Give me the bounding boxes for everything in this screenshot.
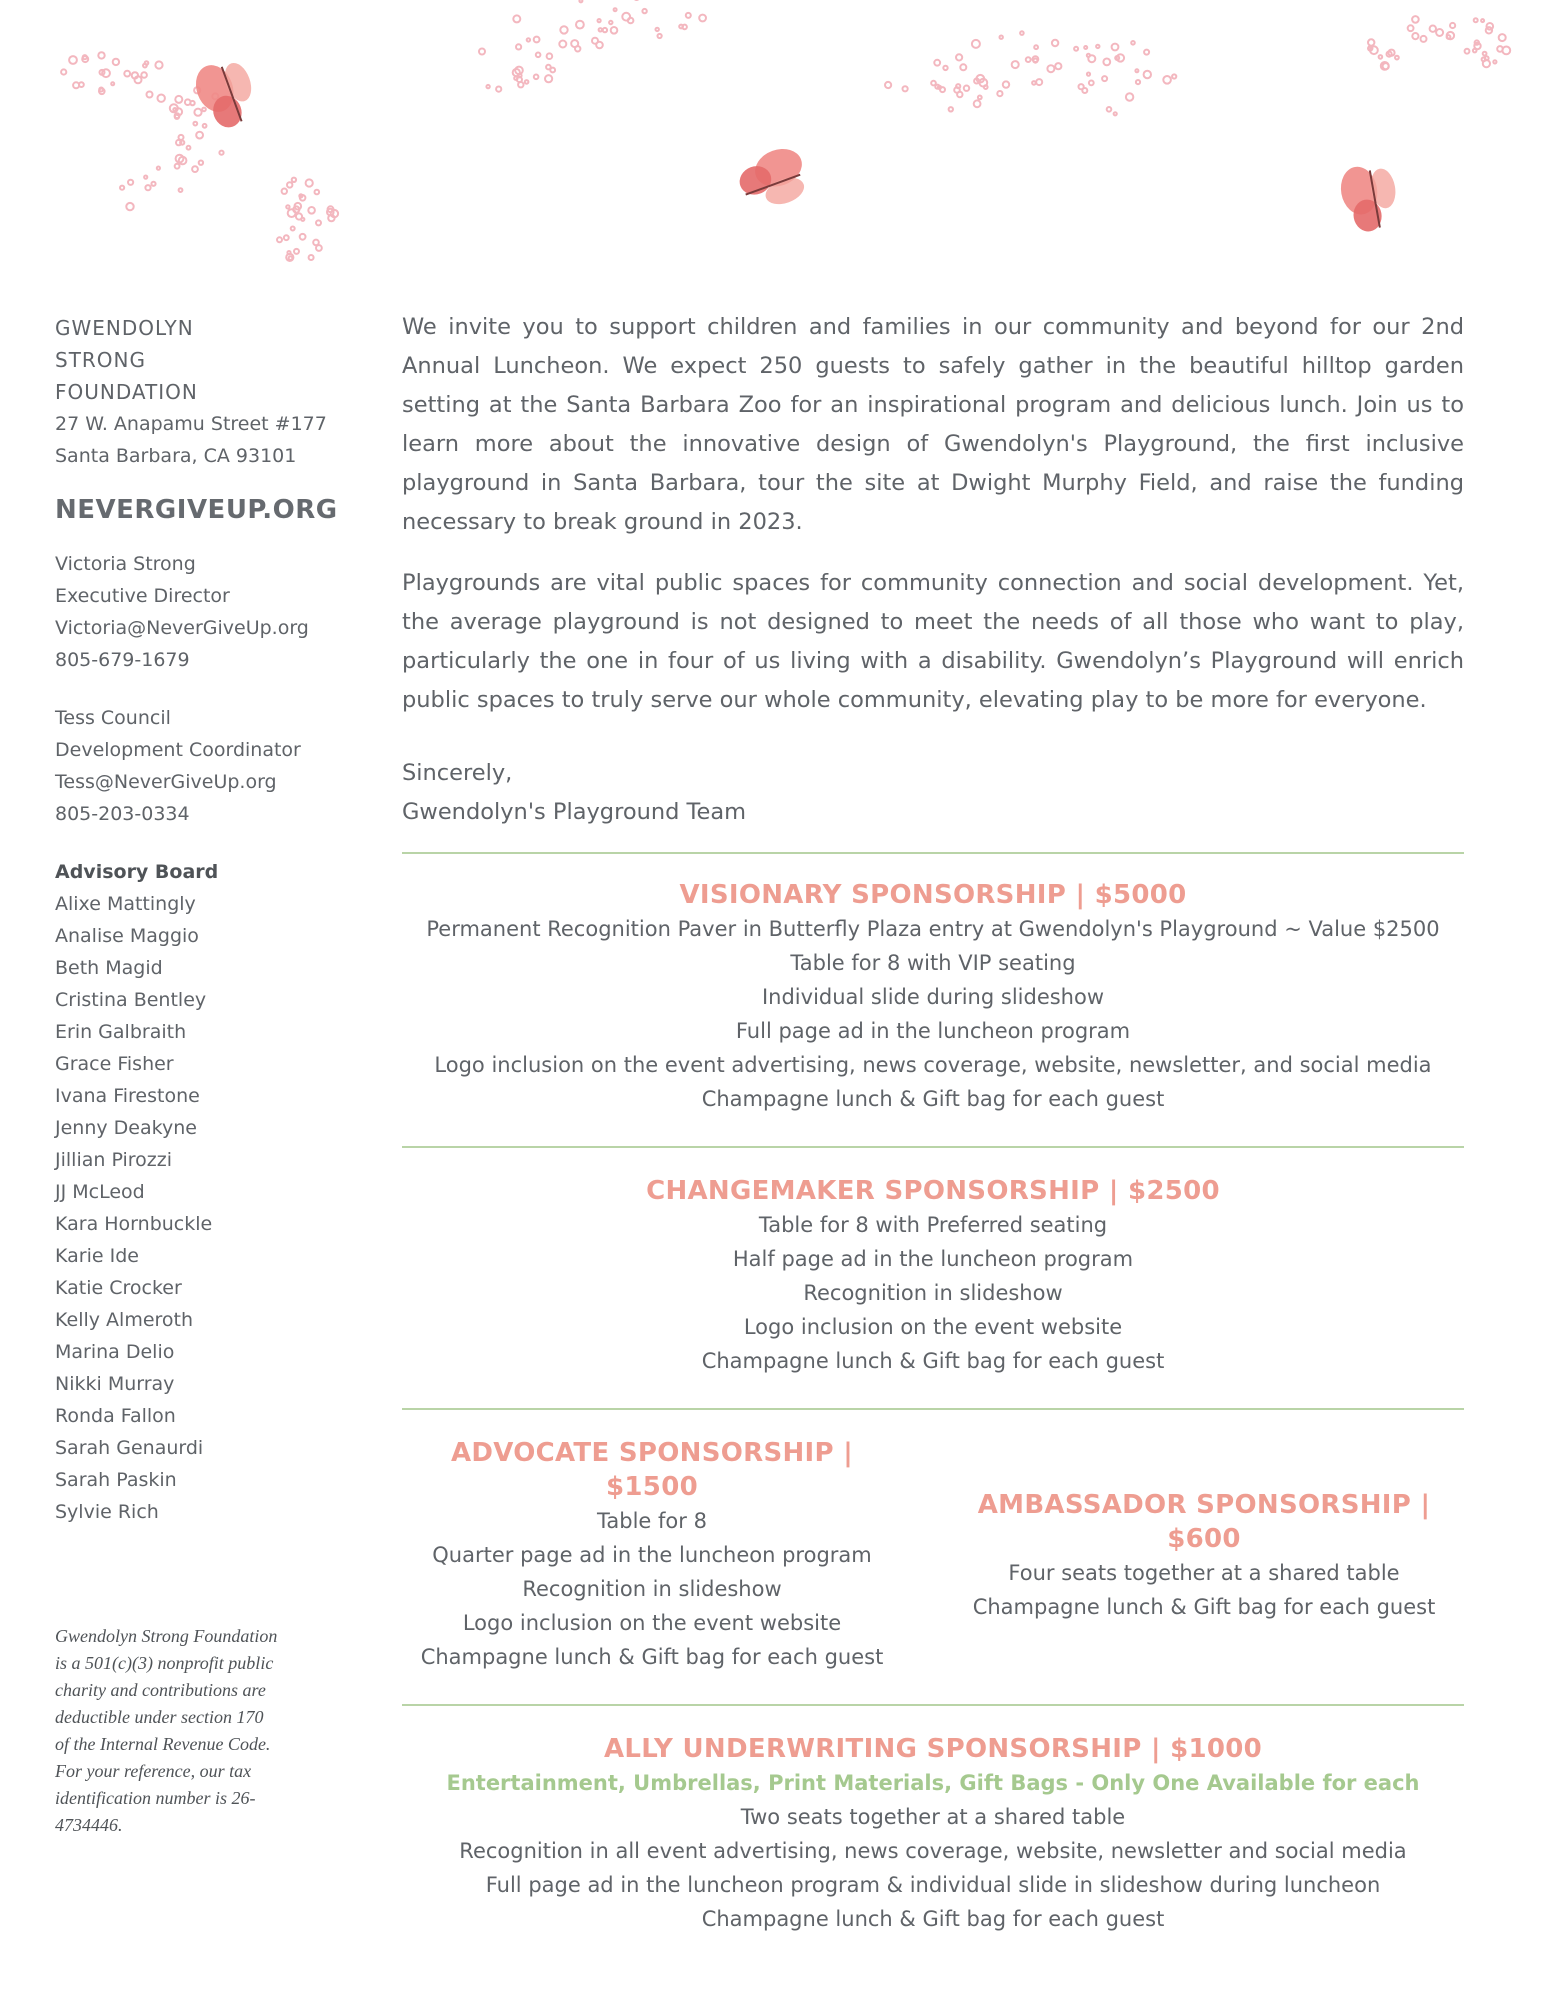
contact-card — [55, 702, 355, 830]
decor-dot — [934, 60, 940, 66]
decor-dot — [144, 176, 147, 179]
decor-dot — [187, 146, 191, 150]
butterfly-icon — [190, 54, 263, 134]
decor-dot — [964, 86, 969, 91]
decor-dot — [300, 234, 306, 240]
decor-dot — [309, 255, 314, 260]
decor-dot — [960, 64, 966, 70]
board-member: Karie Ide — [55, 1245, 139, 1267]
board-member: JJ McLeod — [55, 1181, 145, 1203]
decor-dot — [546, 65, 551, 70]
decor-dot — [193, 122, 197, 126]
advisory-board-list — [55, 888, 355, 1528]
tier-benefit: Table for 8 with Preferred seating — [758, 1213, 1108, 1237]
decor-dot — [571, 40, 578, 47]
decor-dot — [576, 21, 584, 29]
decor-dot — [559, 41, 566, 48]
decor-dot — [513, 15, 520, 22]
tier-benefit: Champagne lunch & Gift bag for each guest — [701, 1087, 1165, 1111]
decor-dot — [313, 240, 319, 246]
decor-dot — [286, 205, 289, 208]
visionary-tier — [402, 854, 1464, 1116]
tier-benefit: Quarter page ad in the luncheon program — [432, 1543, 872, 1567]
decor-dot — [658, 34, 662, 38]
decor-dot — [1089, 81, 1094, 86]
decor-dot — [518, 82, 523, 87]
decor-dot — [1135, 69, 1138, 72]
decor-dot — [1117, 54, 1124, 61]
tier-benefit: Champagne lunch & Gift bag for each guest — [701, 1907, 1165, 1931]
board-member: Katie Crocker — [55, 1277, 182, 1299]
decor-dot — [124, 71, 130, 77]
decor-dot — [287, 182, 292, 187]
decor-dot — [1136, 80, 1140, 84]
decor-dot — [141, 72, 147, 78]
decor-dot — [1481, 19, 1484, 22]
tier-benefit: Champagne lunch & Gift bag for each guest — [701, 1349, 1165, 1373]
decor-dot — [1055, 63, 1061, 69]
decor-dot — [592, 38, 598, 44]
decor-dot — [1447, 35, 1451, 39]
decor-dot — [1483, 52, 1487, 56]
decor-dot — [194, 109, 201, 116]
decor-dot — [145, 61, 149, 65]
decor-dot — [1395, 56, 1399, 60]
butterfly-icon — [1337, 161, 1402, 235]
decor-dot — [113, 59, 119, 65]
decor-dot — [306, 179, 313, 186]
decor-dot — [185, 99, 191, 105]
decor-dot — [1408, 25, 1414, 31]
tier-benefit: Recognition in all event advertising, news coverage, website, newsletter and social media — [459, 1839, 1407, 1863]
decor-dot — [972, 40, 980, 48]
decor-dot — [642, 9, 646, 13]
decor-dot — [1163, 76, 1171, 84]
decor-dot — [603, 28, 607, 32]
decor-dot — [885, 82, 891, 88]
two-column-tiers — [402, 1410, 1464, 1674]
decor-dot — [1368, 39, 1374, 45]
decor-dot — [514, 77, 517, 80]
decor-dot — [292, 178, 296, 182]
decor-dot — [282, 189, 287, 194]
butterfly-icon — [733, 143, 813, 216]
decor-dot — [599, 28, 602, 31]
decor-dot — [175, 164, 180, 169]
decor-dot — [1084, 46, 1087, 49]
decor-dot — [83, 55, 87, 59]
letter-paragraph: We invite you to support children and families in our community and beyond for our 2nd Annual Luncheon. We expect 250 guests to safely gather in the beautiful hilltop garden setting at the Santa Barbara Zoo for an inspirational program and delicious lunch. Join us to learn more about the innovative design of Gwendolyn's Playground, the first inclusive playground in Santa Barbara, tour the site at Dwight Murphy Field, and raise the funding necessary to break ground in 2023. — [402, 314, 1464, 535]
advocate-tier — [402, 1410, 902, 1674]
dot-swirls — [61, 0, 1510, 261]
decor-dot — [296, 213, 302, 219]
decor-dot — [1436, 29, 1443, 36]
decor-dot — [525, 80, 529, 84]
tier-benefit: Champagne lunch & Gift bag for each guest — [420, 1645, 884, 1669]
decor-dot — [609, 21, 612, 24]
decor-dot — [1450, 23, 1455, 28]
tier-benefit: Recognition in slideshow — [522, 1577, 782, 1601]
decor-dot — [158, 95, 165, 102]
decor-dot — [287, 251, 290, 254]
tier-title: ADVOCATE SPONSORSHIP | $1500 — [450, 1438, 854, 1502]
decor-dot — [196, 132, 203, 139]
decor-dot — [1102, 76, 1107, 81]
board-member: Grace Fisher — [55, 1053, 174, 1075]
tier-benefit: Champagne lunch & Gift bag for each guest — [972, 1595, 1436, 1619]
tier-benefit: Four seats together at a shared table — [1008, 1561, 1400, 1585]
tier-benefit: Table for 8 with VIP seating — [790, 951, 1076, 975]
closing: Sincerely, — [402, 760, 513, 786]
decor-dot — [1493, 60, 1496, 63]
header-decoration — [0, 0, 1545, 300]
decor-dot — [547, 53, 553, 59]
board-member: Marina Delio — [55, 1341, 175, 1363]
board-member: Erin Galbraith — [55, 1021, 187, 1043]
decor-dot — [1473, 49, 1477, 53]
decor-dot — [1144, 50, 1149, 55]
letter-paragraph: Playgrounds are vital public spaces for community connection and social development. Yet, the average playground is not designed to meet the needs of all those who want to play, particularly the one in four of us living with a disability. Gwendolyn’s Playground will enrich public spaces to truly serve our whole community, elevating play to be more for everyone. — [402, 570, 1464, 713]
decor-dot — [155, 61, 162, 68]
decor-dot — [1026, 57, 1031, 62]
decor-dot — [1103, 59, 1110, 66]
tier-items — [402, 1800, 1464, 1936]
decor-dot — [527, 38, 530, 41]
decor-dot — [289, 256, 293, 260]
decor-dot — [656, 28, 659, 31]
decor-dot — [956, 84, 960, 88]
board-member: Kara Hornbuckle — [55, 1213, 213, 1235]
tier-items — [402, 912, 1464, 1116]
decor-dot — [1082, 88, 1087, 93]
advisory-board — [55, 856, 355, 1528]
tier-benefit: Logo inclusion on the event advertising, news coverage, website, newsletter, and social media — [434, 1053, 1432, 1077]
decor-dot — [1412, 33, 1418, 39]
decor-dot — [1412, 16, 1419, 23]
decor-dot — [956, 54, 962, 60]
decor-dot — [1112, 44, 1119, 51]
decor-dot — [679, 25, 683, 29]
decor-dot — [1131, 41, 1135, 45]
decor-dot — [1074, 47, 1078, 51]
decor-dot — [1172, 74, 1176, 78]
tier-benefit: Recognition in slideshow — [803, 1281, 1063, 1305]
tier-benefit: Full page ad in the luncheon program — [735, 1019, 1131, 1043]
decor-dot — [175, 96, 182, 103]
tier-title: CHANGEMAKER SPONSORSHIP | $2500 — [646, 1176, 1220, 1206]
tier-title: ALLY UNDERWRITING SPONSORSHIP | $1000 — [603, 1734, 1263, 1764]
board-member: Beth Magid — [55, 957, 163, 979]
contact-card — [55, 548, 355, 676]
org-name: GWENDOLYN STRONG FOUNDATION — [55, 316, 198, 404]
decor-dot — [1036, 79, 1042, 85]
board-member: Jillian Pirozzi — [55, 1149, 173, 1171]
decor-dot — [1003, 81, 1009, 87]
decor-dot — [598, 19, 601, 22]
decor-dot — [145, 185, 150, 190]
decor-dot — [518, 74, 522, 78]
decor-dot — [686, 13, 691, 18]
decor-dot — [157, 167, 160, 170]
tax-note: Gwendolyn Strong Foundation is a 501(c)(3) nonprofit public charity and contributions are deductible under section 170 of the Internal Revenue Code. For your reference, our tax identification number is 26-4734446. — [55, 1626, 278, 1835]
decor-dot — [69, 56, 77, 64]
decor-dot — [1502, 47, 1510, 55]
decor-dot — [1474, 18, 1478, 22]
decor-dot — [1485, 56, 1489, 60]
board-member: Kelly Almeroth — [55, 1309, 194, 1331]
decor-dot — [1107, 107, 1112, 112]
tier-benefit: Half page ad in the luncheon program — [732, 1247, 1134, 1271]
decor-dot — [1114, 112, 1117, 115]
decor-dot — [147, 92, 153, 98]
tier-benefit: Individual slide during slideshow — [761, 985, 1105, 1009]
decor-dot — [628, 18, 634, 24]
decor-dot — [1047, 65, 1054, 72]
website-link[interactable]: NEVERGIVEUP.ORG — [55, 495, 338, 525]
decor-dot — [978, 96, 982, 100]
ambassador-tier — [944, 1410, 1464, 1674]
board-member: Ivana Firestone — [55, 1085, 200, 1107]
decor-dot — [534, 37, 540, 43]
tier-subtitle: Entertainment, Umbrellas, Print Materials, Gift Bags - Only One Available for each — [446, 1771, 1420, 1795]
board-member: Alixe Mattingly — [55, 893, 196, 915]
tier-benefit: Logo inclusion on the event website — [462, 1611, 842, 1635]
ally-tier — [402, 1706, 1464, 1936]
decor-dot — [1430, 26, 1436, 32]
decor-dot — [949, 107, 953, 111]
board-member: Sarah Genaurdi — [55, 1437, 204, 1459]
tier-benefit: Logo inclusion on the event website — [743, 1315, 1123, 1339]
decor-dot — [284, 235, 289, 240]
decor-dot — [1087, 73, 1090, 76]
decor-dot — [126, 203, 133, 210]
contact-phone[interactable]: 805-679-1679 — [55, 649, 190, 671]
decor-dot — [534, 75, 539, 80]
decor-dot — [1000, 36, 1003, 39]
decor-dot — [611, 27, 618, 34]
tier-benefit: Two seats together at a shared table — [740, 1805, 1126, 1829]
decor-dot — [1096, 45, 1099, 48]
tier-benefit: Table for 8 — [597, 1509, 707, 1533]
decor-dot — [1465, 49, 1470, 54]
board-member: Jenny Deakyne — [55, 1117, 197, 1139]
tier-items — [402, 1504, 902, 1674]
decor-dot — [984, 85, 988, 89]
decor-dot — [202, 108, 206, 112]
decor-dot — [1499, 34, 1506, 41]
decor-dot — [1012, 61, 1019, 68]
decor-dot — [1144, 71, 1151, 78]
tier-benefit: Permanent Recognition Paver in Butterfly Plaza entry at Gwendolyn's Playground ~ Value $2500 — [426, 917, 1440, 941]
decor-dot — [579, 0, 582, 2]
decor-dot — [479, 49, 485, 55]
decor-dot — [277, 237, 282, 242]
decor-dot — [536, 53, 541, 58]
contact-email[interactable]: Tess@NeverGiveUp.org — [55, 771, 277, 793]
decor-dot — [496, 87, 501, 92]
tier-title: AMBASSADOR SPONSORSHIP | $600 — [977, 1490, 1431, 1554]
decor-dot — [219, 151, 223, 155]
decor-dot — [308, 207, 315, 214]
decor-dot — [128, 180, 133, 185]
decor-dot — [1087, 54, 1090, 57]
decor-dot — [943, 66, 947, 70]
decor-dot — [1020, 31, 1024, 35]
decor-dot — [545, 75, 552, 82]
decor-dot — [73, 82, 79, 88]
decor-dot — [203, 124, 207, 128]
decor-dot — [931, 81, 936, 86]
decor-dot — [199, 161, 203, 165]
decor-dot — [294, 249, 299, 254]
decor-dot — [560, 26, 567, 33]
board-member: Nikki Murray — [55, 1373, 175, 1395]
decor-dot — [699, 15, 706, 22]
board-member: Analise Maggio — [55, 925, 199, 947]
decor-dot — [1126, 93, 1133, 100]
decor-dot — [1034, 45, 1038, 49]
decor-dot — [974, 100, 981, 107]
contact-title: Development Coordinator — [55, 739, 301, 761]
org-address: 27 W. Anapamu Street #177 Santa Barbara, CA 93101 — [55, 413, 327, 467]
decor-dot — [151, 182, 155, 186]
tier-items — [944, 1556, 1464, 1624]
board-member: Ronda Fallon — [55, 1405, 176, 1427]
decor-dot — [291, 227, 295, 231]
decor-dot — [1032, 81, 1036, 85]
decor-dot — [486, 85, 489, 88]
decor-dot — [192, 166, 198, 172]
decor-dot — [179, 135, 184, 140]
decor-dot — [1421, 36, 1427, 42]
decor-dot — [120, 186, 124, 190]
decor-dot — [903, 86, 908, 91]
decor-dot — [315, 190, 320, 195]
contact-email[interactable]: Victoria@NeverGiveUp.org — [55, 617, 309, 639]
decor-dot — [997, 91, 1002, 96]
decor-dot — [316, 220, 321, 225]
sidebar — [55, 312, 355, 1528]
tier-items — [402, 1208, 1464, 1378]
signoff — [402, 754, 1464, 832]
main-content — [402, 308, 1464, 1936]
decor-dot — [614, 8, 617, 11]
decor-dot — [98, 52, 104, 58]
tier-benefit: Full page ad in the luncheon program & individual slide in slideshow during luncheon — [485, 1873, 1381, 1897]
decor-dot — [61, 69, 66, 74]
decor-dot — [111, 82, 114, 85]
decor-dot — [1379, 55, 1383, 59]
advisory-board-title: Advisory Board — [55, 861, 219, 883]
changemaker-tier — [402, 1148, 1464, 1378]
contact-phone[interactable]: 805-203-0334 — [55, 803, 190, 825]
board-member: Cristina Bentley — [55, 989, 207, 1011]
tier-title: VISIONARY SPONSORSHIP | $5000 — [679, 880, 1187, 910]
contact-title: Executive Director — [55, 585, 230, 607]
decor-dot — [179, 188, 183, 192]
signature: Gwendolyn's Playground Team — [402, 799, 747, 825]
board-member: Sylvie Rich — [55, 1501, 159, 1523]
decor-dot — [1052, 40, 1058, 46]
board-member: Sarah Paskin — [55, 1469, 177, 1491]
decor-dot — [516, 44, 521, 49]
contact-name: Tess Council — [55, 707, 171, 729]
contact-name: Victoria Strong — [55, 553, 196, 575]
